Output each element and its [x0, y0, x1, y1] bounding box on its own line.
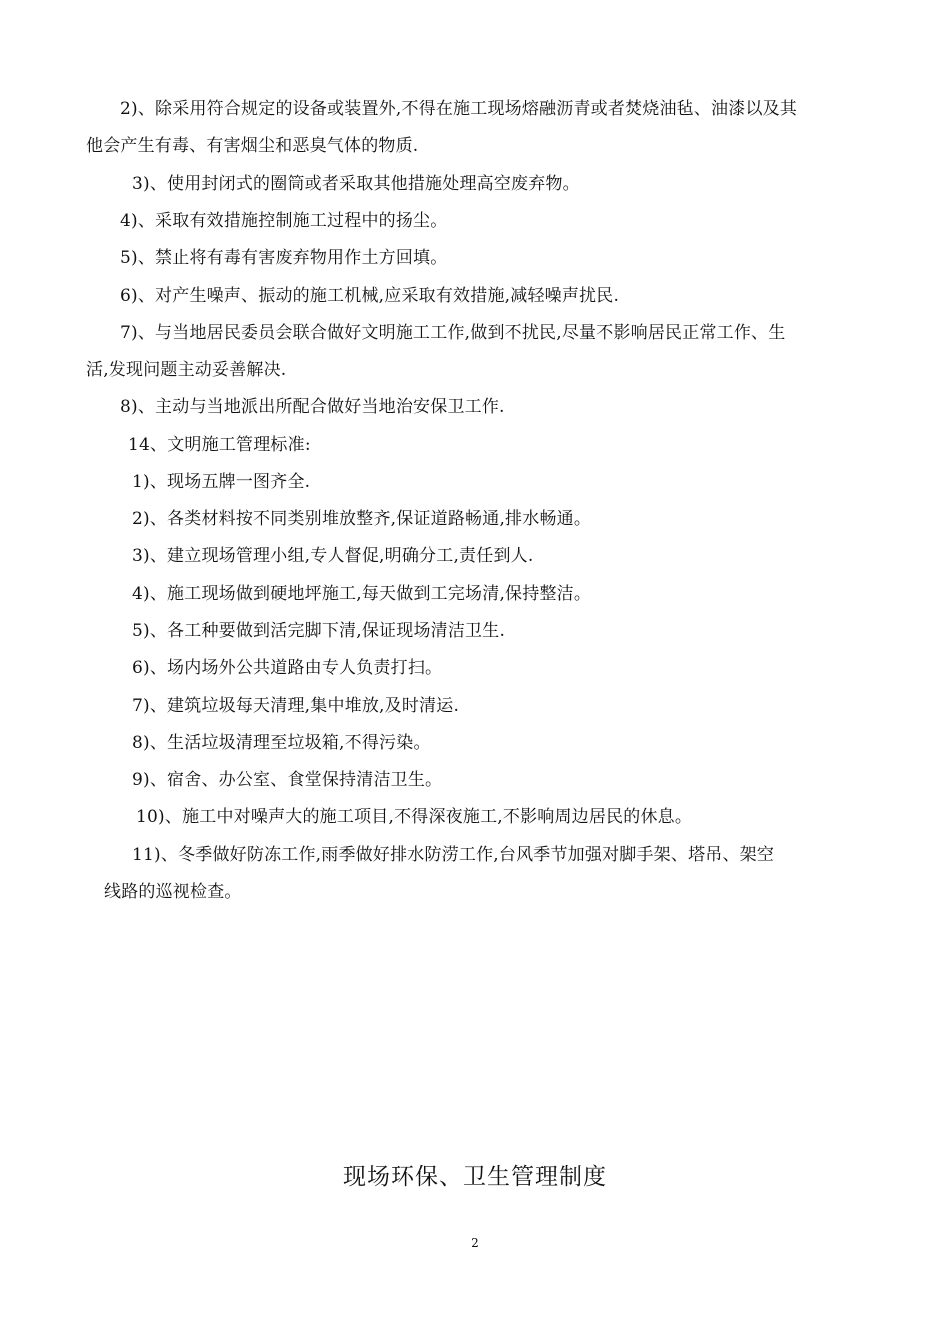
text-line-7: 7)、与当地居民委员会联合做好文明施工工作,做到不扰民,尽量不影响居民正常工作、生	[120, 323, 786, 343]
text-line-21: 11)、冬季做好防冻工作,雨季做好排水防涝工作,台风季节加强对脚手架、塔吊、架空	[132, 845, 775, 865]
text-line-18: 8)、生活垃圾清理至垃圾箱,不得污染。	[132, 733, 431, 753]
section-heading-14: 14、文明施工管理标准:	[128, 435, 311, 455]
text-line-9: 8)、主动与当地派出所配合做好当地治安保卫工作.	[120, 397, 505, 417]
section-title: 现场环保、卫生管理制度	[343, 1164, 607, 1190]
text-line-12: 2)、各类材料按不同类别堆放整齐,保证道路畅通,排水畅通。	[132, 509, 592, 529]
text-line-11: 1)、现场五牌一图齐全.	[132, 472, 311, 492]
text-line-6: 6)、对产生噪声、振动的施工机械,应采取有效措施,减轻噪声扰民.	[120, 286, 620, 306]
text-line-8: 活,发现问题主动妥善解决.	[86, 360, 287, 380]
text-line-13: 3)、建立现场管理小组,专人督促,明确分工,责任到人.	[132, 546, 534, 566]
text-line-3: 3)、使用封闭式的圈筒或者采取其他措施处理高空废弃物。	[132, 174, 580, 194]
text-line-22: 线路的巡视检查。	[104, 882, 242, 902]
text-line-1: 2)、除采用符合规定的设备或装置外,不得在施工现场熔融沥青或者焚烧油毡、油漆以及其	[120, 99, 798, 119]
text-line-20: 10)、施工中对噪声大的施工项目,不得深夜施工,不影响周边居民的休息。	[136, 807, 693, 827]
text-line-14: 4)、施工现场做到硬地坪施工,每天做到工完场清,保持整洁。	[132, 584, 592, 604]
text-line-4: 4)、采取有效措施控制施工过程中的扬尘。	[120, 211, 448, 231]
text-line-2: 他会产生有毒、有害烟尘和恶臭气体的物质.	[86, 136, 419, 156]
text-line-5: 5)、禁止将有毒有害废弃物用作土方回填。	[120, 248, 448, 268]
page-number: 2	[471, 1236, 479, 1250]
text-line-15: 5)、各工种要做到活完脚下清,保证现场清洁卫生.	[132, 621, 506, 641]
text-line-17: 7)、建筑垃圾每天清理,集中堆放,及时清运.	[132, 696, 460, 716]
text-line-19: 9)、宿舍、办公室、食堂保持清洁卫生。	[132, 770, 443, 790]
text-line-16: 6)、场内场外公共道路由专人负责打扫。	[132, 658, 443, 678]
